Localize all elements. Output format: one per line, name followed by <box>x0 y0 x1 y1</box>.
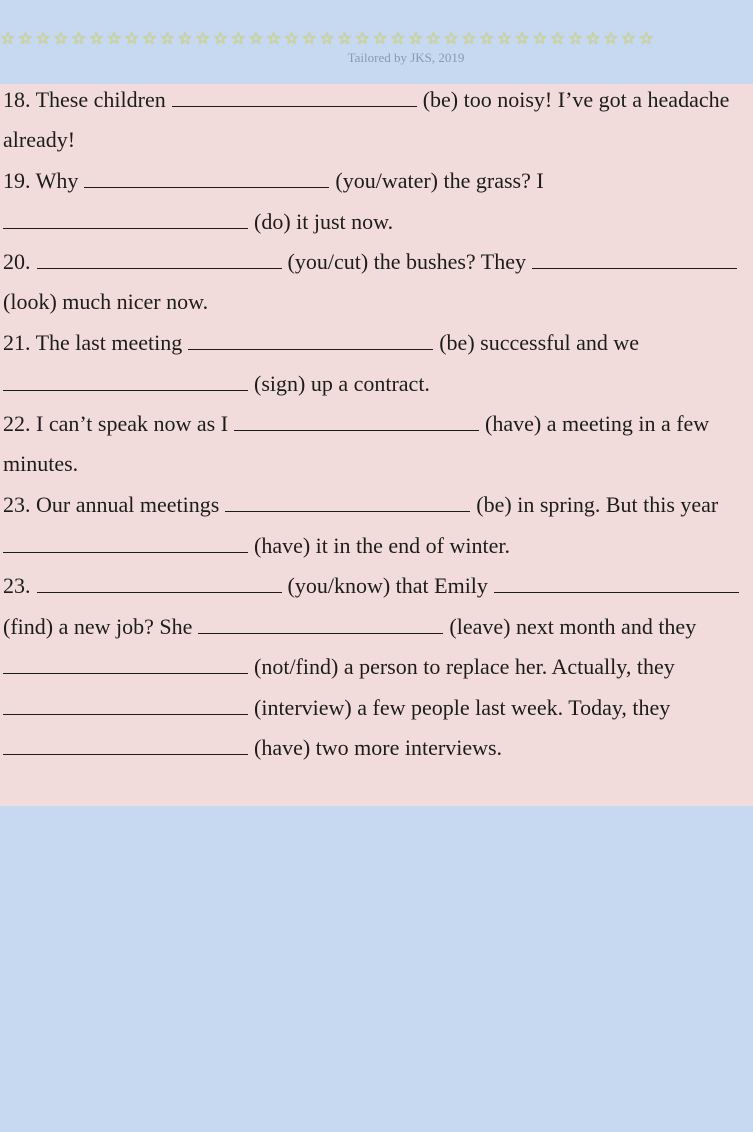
line-24d <box>3 692 753 733</box>
star-border: ☆☆☆☆☆☆☆☆☆☆☆☆☆☆☆☆☆☆☆☆☆☆☆☆☆☆☆☆☆☆☆☆☆☆☆☆☆ <box>0 29 657 48</box>
q20-text: 20. <box>3 249 31 274</box>
q21-hint: (be) successful and we <box>439 330 639 355</box>
q24-cont2: (leave) next month and they <box>449 613 697 639</box>
blank-20a[interactable] <box>37 246 282 269</box>
line-21a <box>3 327 753 368</box>
line-19a <box>3 165 753 206</box>
blank-24d[interactable] <box>3 651 248 674</box>
q20-cont: (look) much nicer now. <box>3 288 209 314</box>
q18-cont: already! <box>3 126 76 152</box>
exercise-lines <box>3 84 753 773</box>
line-24e <box>3 732 753 773</box>
credit-text: Tailored by JKS, 2019 <box>347 50 465 65</box>
line-22a <box>3 408 753 449</box>
line-23b <box>3 530 753 571</box>
line-19b <box>3 206 753 247</box>
exercise-sheet <box>0 84 753 806</box>
line-24a <box>3 570 753 611</box>
line-22b <box>3 449 753 490</box>
blank-20b[interactable] <box>532 246 737 269</box>
q24-cont1: (find) a new job? She <box>3 613 193 639</box>
blank-24f[interactable] <box>3 732 248 755</box>
line-24c <box>3 651 753 692</box>
blank-24b[interactable] <box>494 570 739 593</box>
q19-hint: (you/water) the grass? I <box>335 168 544 193</box>
q18-hint: (be) too noisy! I’ve got a headache <box>422 87 730 112</box>
blank-19b[interactable] <box>3 206 248 229</box>
blank-23a[interactable] <box>225 489 470 512</box>
q18-text: 18. These children <box>3 87 166 112</box>
q20-hint: (you/cut) the bushes? They <box>287 249 526 274</box>
blank-21b[interactable] <box>3 368 248 391</box>
q23-text: 23. Our annual meetings <box>3 492 220 517</box>
blank-24a[interactable] <box>37 570 282 593</box>
blank-24c[interactable] <box>198 611 443 634</box>
q24-hint: (you/know) that Emily <box>287 573 488 598</box>
line-21b <box>3 368 753 409</box>
q19-text: 19. Why <box>3 168 79 193</box>
q22-text: 22. I can’t speak now as I <box>3 411 229 436</box>
line-18a <box>3 84 753 125</box>
blank-21a[interactable] <box>188 327 433 350</box>
line-24b <box>3 611 753 652</box>
blank-24e[interactable] <box>3 692 248 715</box>
blank-18[interactable] <box>172 84 417 107</box>
q19-cont: (do) it just now. <box>254 208 394 234</box>
blank-23b[interactable] <box>3 530 248 553</box>
q23-cont: (have) it in the end of winter. <box>254 532 510 558</box>
line-18b <box>3 125 753 166</box>
q21-cont: (sign) up a contract. <box>254 370 430 396</box>
q24-cont5: (have) two more interviews. <box>254 735 503 760</box>
blank-22[interactable] <box>234 408 479 431</box>
q22-cont: minutes. <box>3 450 79 476</box>
q24-cont3: (not/find) a person to replace her. Actually, they <box>254 654 675 679</box>
q22-hint: (have) a meeting in a few <box>485 411 710 436</box>
q21-text: 21. The last meeting <box>3 330 183 355</box>
blank-19a[interactable] <box>84 165 329 188</box>
q24-cont4: (interview) a few people last week. Today, they <box>254 694 671 720</box>
line-20a <box>3 246 753 287</box>
line-20b <box>3 287 753 328</box>
q23-hint: (be) in spring. But this year <box>476 492 719 517</box>
line-23a <box>3 489 753 530</box>
q24-text: 23. <box>3 573 31 598</box>
